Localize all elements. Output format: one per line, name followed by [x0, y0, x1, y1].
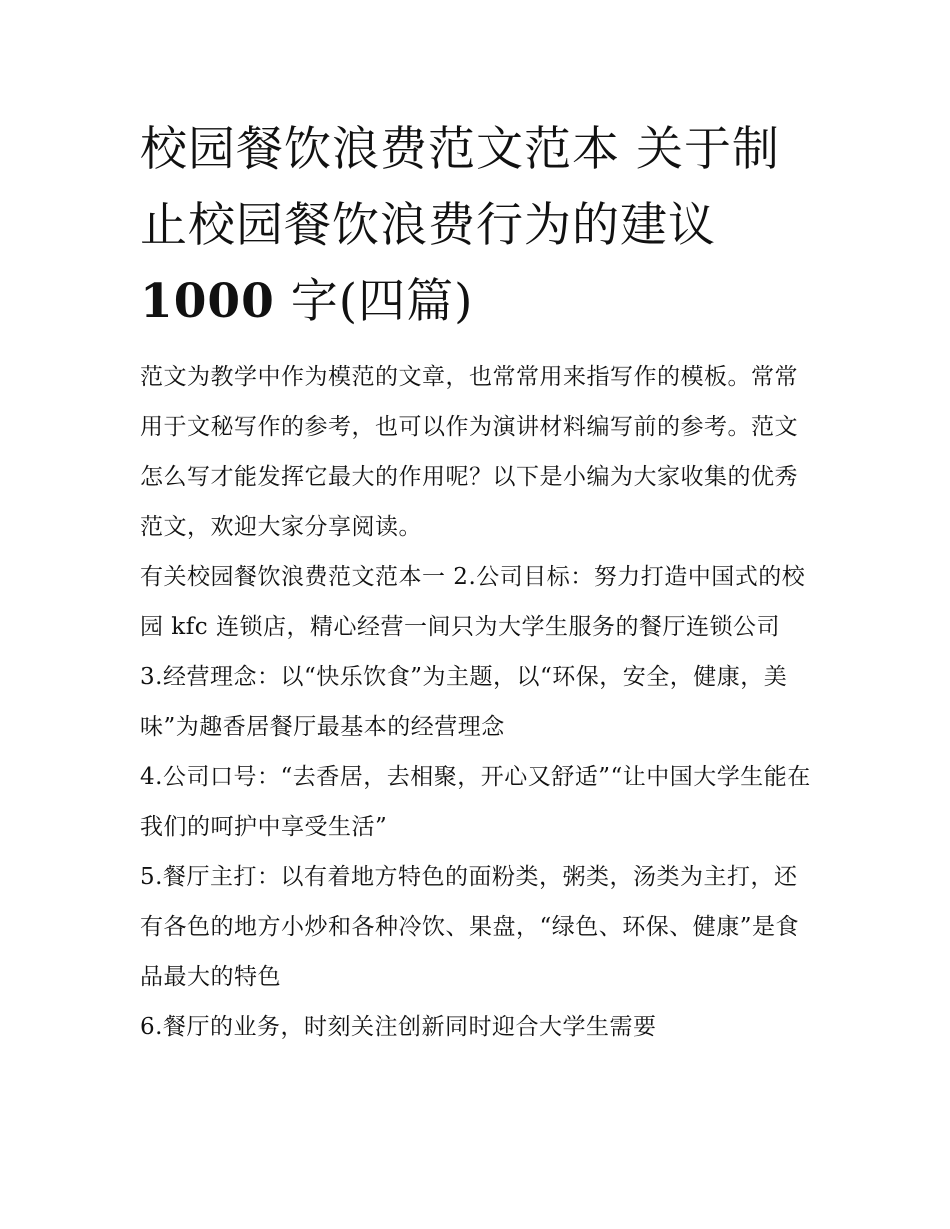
intro-paragraph: 范文为教学中作为模范的文章，也常常用来指写作的模板。常常用于文秘写作的参考，也可以作为演讲材料编写前的参考。范文怎么写才能发挥它最大的作用呢？以下是小编为大家收集的优秀范文，欢迎大家分享阅读。: [140, 364, 798, 540]
title-line-1: 校园餐饮浪费范文范本 关于制: [140, 122, 780, 177]
document-page: [140, 112, 812, 1052]
body-paragraph: 4.公司口号：“去香居，去相聚，开心又舒适”“让中国大学生能在我们的呵护中享受生活”: [140, 764, 811, 840]
title-line-2: 止校园餐饮浪费行为的建议: [140, 198, 716, 253]
document-title: [140, 112, 812, 340]
title-line-3: 字(四篇): [274, 274, 474, 329]
body-paragraph: 有关校园餐饮浪费范文范本一 2.公司目标：努力打造中国式的校园 kfc 连锁店，精心经营一间只为大学生服务的餐厅连锁公司: [140, 564, 806, 640]
title-number: 1000: [140, 274, 275, 329]
body-paragraph: 5.餐厅主打：以有着地方特色的面粉类，粥类，汤类为主打，还有各色的地方小炒和各种冷饮、果盘，“绿色、环保、健康”是食品最大的特色: [140, 864, 800, 990]
body-paragraph: 3.经营理念：以“快乐饮食”为主题，以“环保，安全，健康，美味”为趣香居餐厅最基本的经营理念: [140, 664, 788, 740]
body-paragraph: 6.餐厅的业务，时刻关注创新同时迎合大学生需要: [140, 1014, 657, 1040]
